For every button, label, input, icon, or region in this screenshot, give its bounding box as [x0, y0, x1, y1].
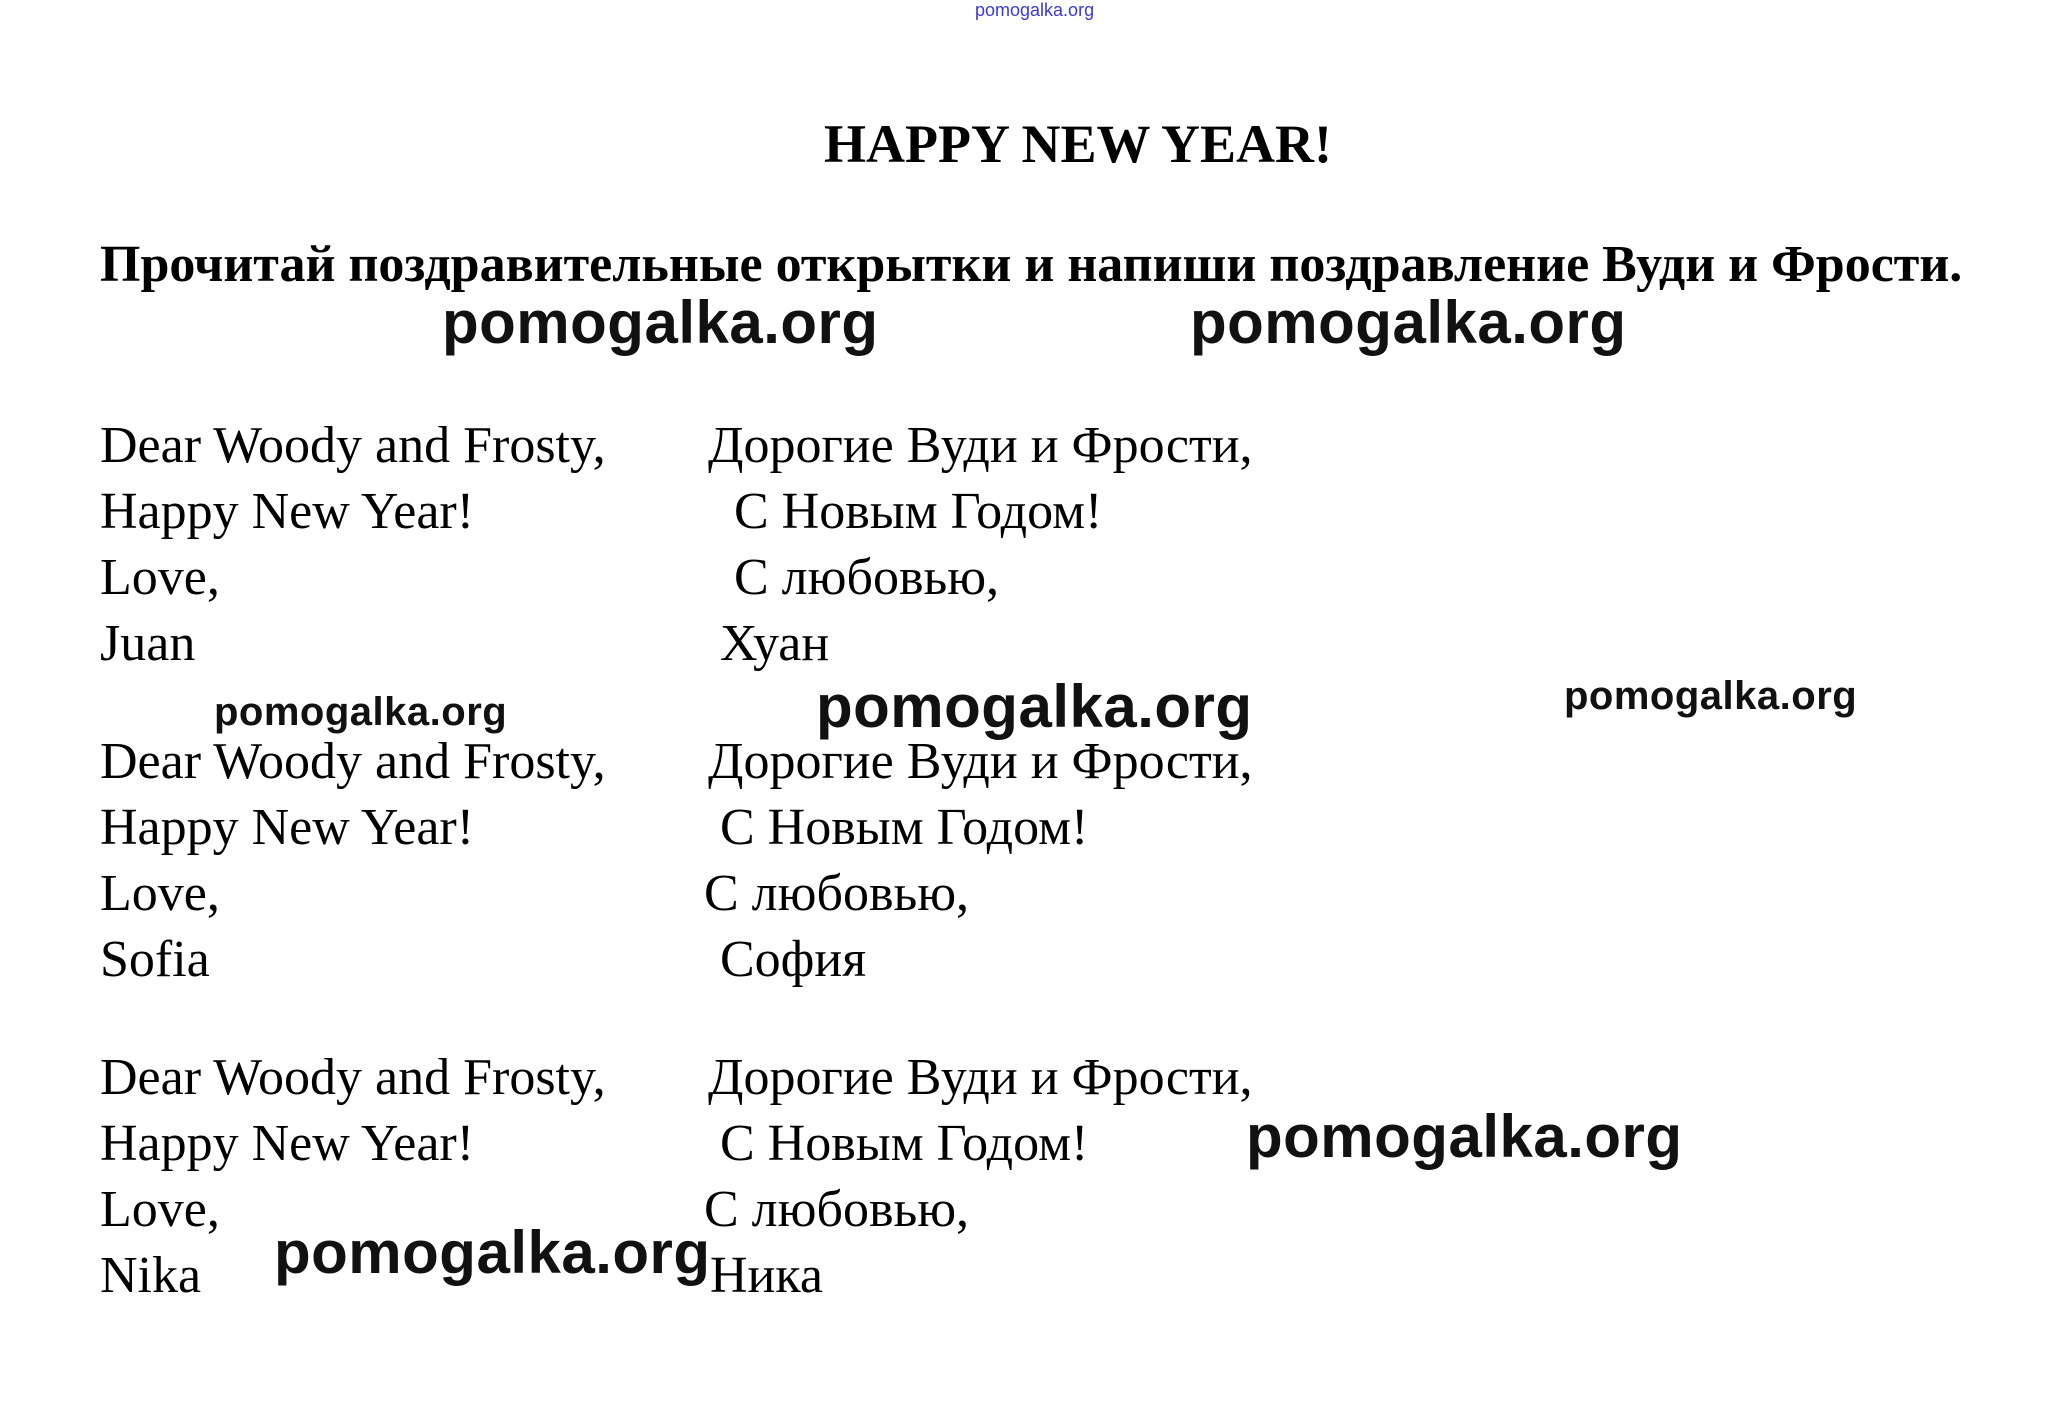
- card-3-en-closing: Love,: [100, 1181, 220, 1238]
- card-1-ru-closing: С любовью,: [734, 549, 1000, 606]
- card-3-ru-closing: С любовью,: [704, 1181, 970, 1238]
- watermark-5: pomogalka.org: [1564, 674, 1858, 718]
- card-2-en-signature: Sofia: [100, 931, 210, 988]
- watermark-1: pomogalka.org: [442, 289, 879, 356]
- card-1-ru-greeting: Дорогие Вуди и Фрости,: [708, 417, 1253, 474]
- page-title: HAPPY NEW YEAR!: [824, 114, 1332, 174]
- watermark-3: pomogalka.org: [214, 690, 508, 734]
- card-1-en-wish: Happy New Year!: [100, 483, 475, 540]
- watermark-6: pomogalka.org: [1246, 1103, 1683, 1170]
- card-1-en-signature: Juan: [100, 615, 196, 672]
- card-3-ru-signature: Ника: [710, 1247, 823, 1304]
- card-2-ru-greeting: Дорогие Вуди и Фрости,: [708, 733, 1253, 790]
- card-2-ru-wish: С Новым Годом!: [720, 799, 1089, 856]
- watermark-7: pomogalka.org: [274, 1219, 711, 1286]
- card-1-ru-signature: Хуан: [720, 615, 830, 672]
- card-1-en-closing: Love,: [100, 549, 220, 606]
- card-2-en-greeting: Dear Woody and Frosty,: [100, 733, 606, 790]
- card-2-en-closing: Love,: [100, 865, 220, 922]
- watermark-4: pomogalka.org: [816, 673, 1253, 740]
- top-watermark: pomogalka.org: [975, 0, 1095, 20]
- card-1-ru-wish: С Новым Годом!: [734, 483, 1103, 540]
- instruction-text: Прочитай поздравительные открытки и напиши поздравление Вуди и Фрости.: [100, 236, 1963, 293]
- card-3-en-wish: Happy New Year!: [100, 1115, 475, 1172]
- card-2-ru-signature: София: [720, 931, 867, 988]
- card-3-en-greeting: Dear Woody and Frosty,: [100, 1049, 606, 1106]
- card-2-en-wish: Happy New Year!: [100, 799, 475, 856]
- card-3-ru-greeting: Дорогие Вуди и Фрости,: [708, 1049, 1253, 1106]
- card-2-ru-closing: С любовью,: [704, 865, 970, 922]
- watermark-2: pomogalka.org: [1190, 289, 1627, 356]
- card-1-en-greeting: Dear Woody and Frosty,: [100, 417, 606, 474]
- card-3-en-signature: Nika: [100, 1247, 202, 1304]
- card-3-ru-wish: С Новым Годом!: [720, 1115, 1089, 1172]
